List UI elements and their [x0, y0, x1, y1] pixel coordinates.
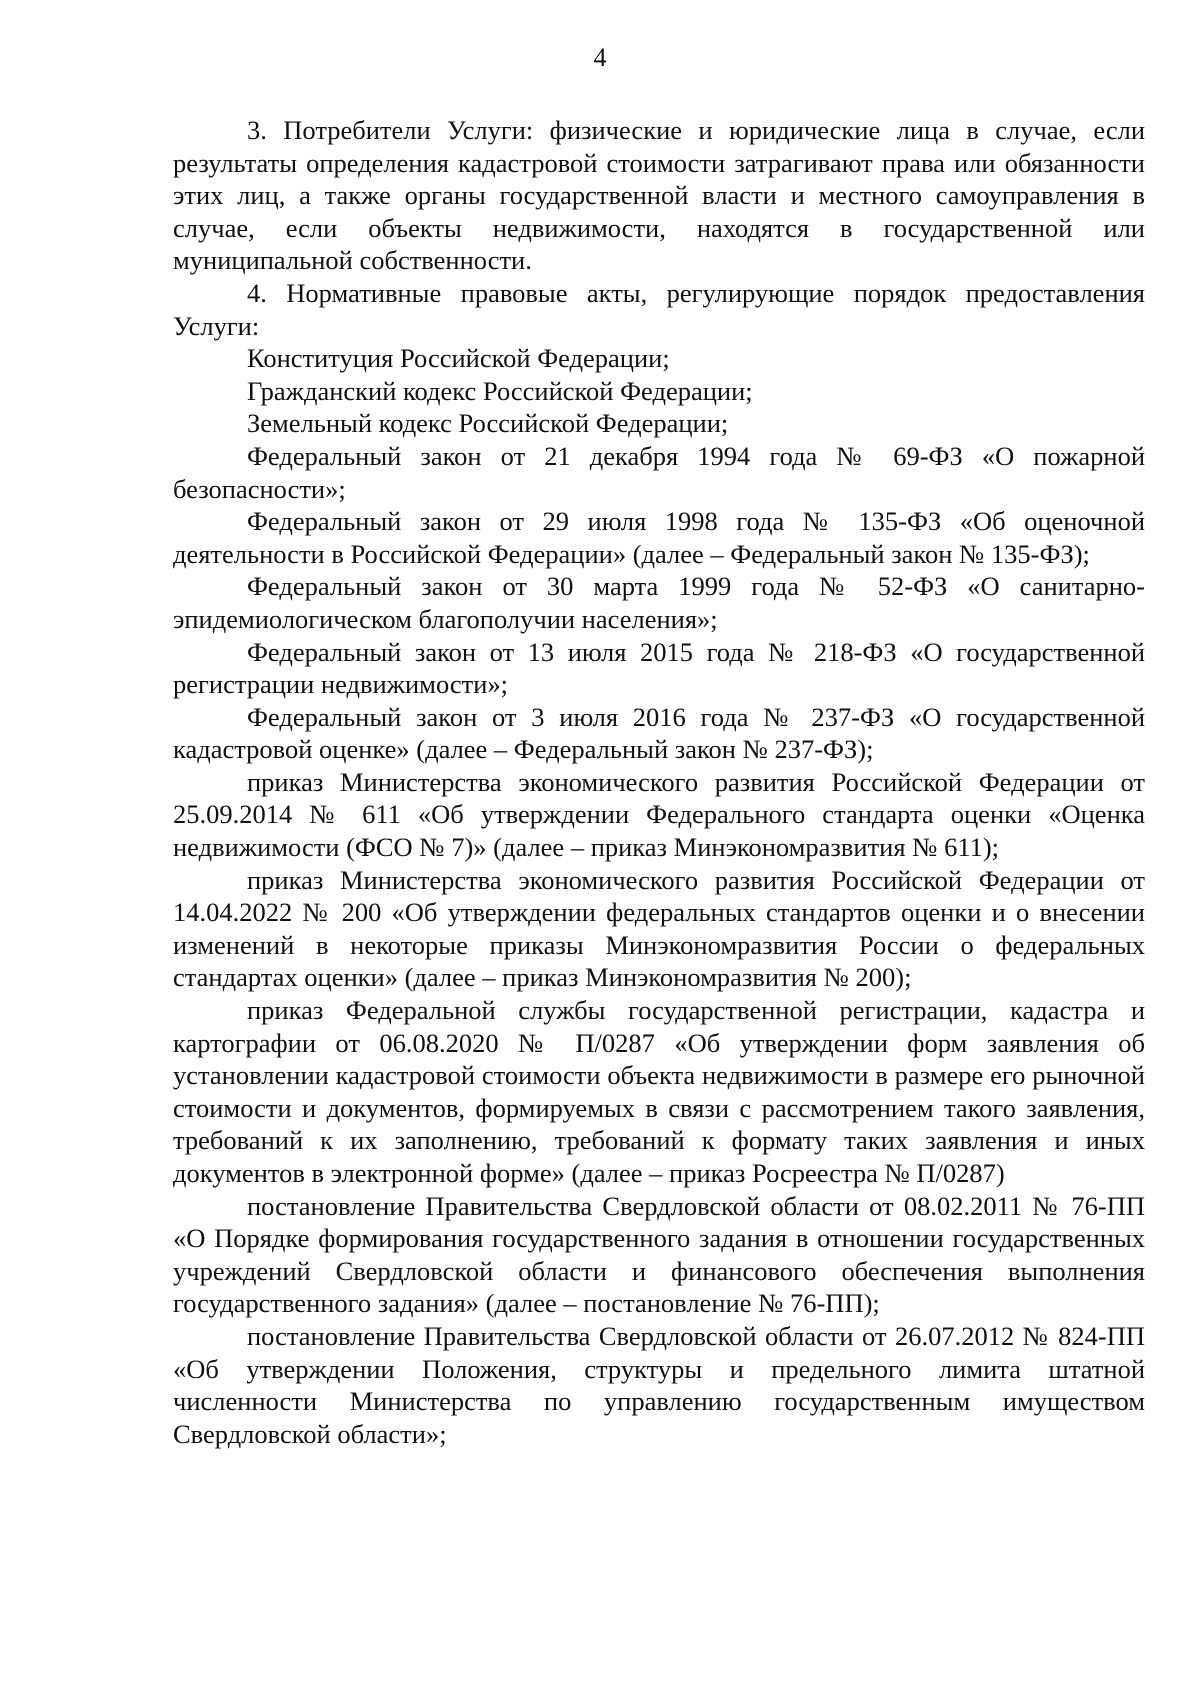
list-item-law-218-fz: Федеральный закон от 13 июля 2015 года № 218-ФЗ «О государственной регистрации недвижимости»; — [173, 636, 1145, 700]
list-item-order-200: приказ Министерства экономического развития Российской Федерации от 14.04.2022 № 200 «Об утверждении федеральных стандартов оценки и о внесении изменений в некоторые приказы Минэкономразвития России о федеральных стандартах оценки» (далее – приказ Минэкономразвития № 200); — [173, 864, 1145, 993]
list-item-order-611: приказ Министерства экономического развития Российской Федерации от 25.09.2014 № 611 «Об утверждении Федерального стандарта оценки «Оценка недвижимости (ФСО № 7)» (далее – приказ Минэкономразвития № 611); — [173, 766, 1145, 863]
list-item-law-135-fz: Федеральный закон от 29 июля 1998 года № 135-ФЗ «Об оценочной деятельности в Российской Федерации» (далее – Федеральный закон № 135-ФЗ); — [173, 506, 1145, 569]
paragraph-legal-acts-heading: 4. Нормативные правовые акты, регулирующие порядок предоставления Услуги: — [173, 277, 1145, 341]
list-item-order-p-0287: приказ Федеральной службы государственной регистрации, кадастра и картографии от 06.08.2020 № П/0287 «Об утверждении форм заявления об установлении кадастровой стоимости объекта недвижимости в размере его рыночной стоимости и документов, формируемых в связи с рассмотрением такого заявления, требований к их заполнению, требований к формату таких заявления и иных документов в электронной форме» (далее – приказ Росреестра № П/0287) — [173, 995, 1145, 1188]
list-item-law-237-fz: Федеральный закон от 3 июля 2016 года № 237-ФЗ «О государственной кадастровой оценке» (далее – Федеральный закон № 237-ФЗ); — [173, 701, 1145, 765]
list-item-land-code: Земельный кодекс Российской Федерации; — [247, 408, 729, 439]
list-item-law-52-fz: Федеральный закон от 30 марта 1999 года № 52-ФЗ «О санитарно-эпидемиологическом благополучии населения»; — [173, 571, 1145, 634]
paragraph-consumers: 3. Потребители Услуги: физические и юридические лица в случае, если результаты определения кадастровой стоимости затрагивают права или обязанности этих лиц, а также органы государственной власти и местного самоуправления в случае, если объекты недвижимости, находятся в государственной или муниципальной собственности. — [173, 115, 1145, 276]
list-item-resolution-76-pp: постановление Правительства Свердловской области от 08.02.2011 № 76-ПП «О Порядке формирования государственного задания в отношении государственных учреждений Свердловской области и финансового обеспечения выполнения государственного задания» (далее – постановление № 76-ПП); — [173, 1190, 1145, 1319]
document-body — [173, 114, 1145, 1450]
list-item-civil-code: Гражданский кодекс Российской Федерации; — [247, 375, 753, 406]
list-item-law-69-fz: Федеральный закон от 21 декабря 1994 года № 69-ФЗ «О пожарной безопасности»; — [173, 440, 1145, 504]
list-item-resolution-824-pp: постановление Правительства Свердловской области от 26.07.2012 № 824-ПП «Об утверждении Положения, структуры и предельного лимита штатной численности Министерства по управлению государственным имуществом Свердловской области»; — [173, 1320, 1145, 1449]
page-number: 4 — [593, 43, 607, 72]
list-item-constitution: Конституция Российской Федерации; — [247, 343, 670, 374]
